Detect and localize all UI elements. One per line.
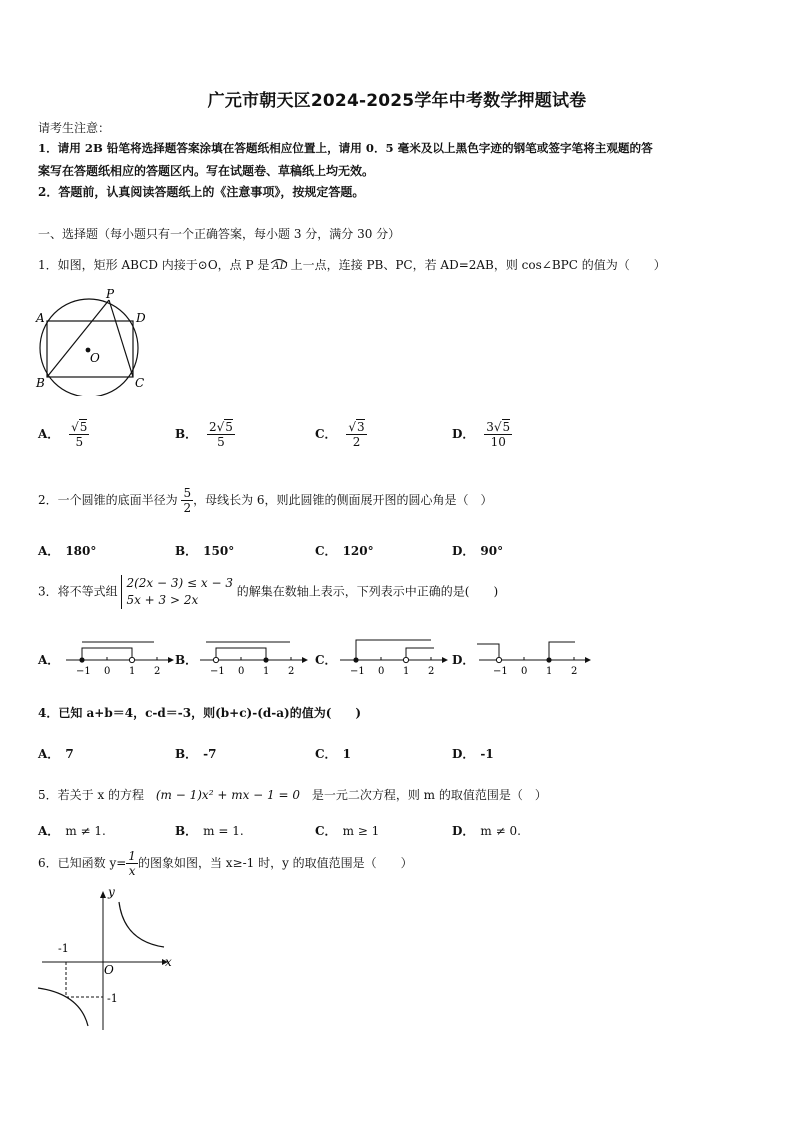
q3-number-line-d xyxy=(477,636,593,678)
q5-option-c[interactable] xyxy=(315,822,379,839)
label-c: C xyxy=(135,376,145,390)
tick-label: 1 xyxy=(129,666,136,677)
option-letter: D． xyxy=(452,824,475,838)
arc-label: AD xyxy=(272,261,288,272)
q1-option-b[interactable] xyxy=(175,420,235,449)
option-text: 120° xyxy=(342,544,374,558)
option-letter: A． xyxy=(38,824,60,838)
option-letter: C． xyxy=(315,544,337,558)
option-letter: C． xyxy=(315,824,337,838)
function-fraction xyxy=(126,849,138,878)
tick-label: 1 xyxy=(263,666,270,677)
q4-option-d[interactable] xyxy=(452,745,494,762)
branch-negative xyxy=(38,988,88,1026)
branch-positive xyxy=(119,902,164,947)
exam-title: 广元市朝天区2024-2025学年中考数学押题试卷 xyxy=(207,91,587,111)
notice-item-1-line-2: 案写在答题纸相应的答题区内。写在试题卷、草稿纸上均无效。 xyxy=(38,164,375,178)
q5-option-a[interactable] xyxy=(38,822,106,839)
q6-function-graph xyxy=(36,886,176,1032)
option-text: m ≠ 0. xyxy=(480,824,521,838)
tick-label: 1 xyxy=(403,666,410,677)
question-5-stem xyxy=(38,786,547,803)
fraction xyxy=(207,420,235,449)
question-3-stem xyxy=(38,575,498,609)
option-letter: D． xyxy=(452,747,475,761)
q5-stem-part-b: 是一元二次方程，则 m 的取值范围是（ ） xyxy=(311,788,547,802)
option-text: 7 xyxy=(65,747,74,761)
tick-label: −1 xyxy=(76,666,91,677)
q2-stem-part-a: 2．一个圆锥的底面半径为 xyxy=(38,493,178,507)
q2-stem-part-b: ，母线长为 6，则此圆锥的侧面展开图的圆心角是（ ） xyxy=(193,493,493,507)
notice-heading: 请考生注意： xyxy=(38,121,111,135)
label-b: B xyxy=(36,376,45,390)
arc-ad xyxy=(272,261,287,272)
q5-option-d[interactable] xyxy=(452,822,521,839)
radicand: 5 xyxy=(225,420,233,434)
q1-stem-part-b: 上一点，连接 PB、PC，若 AD=2AB，则 cos∠BPC 的值为（ ） xyxy=(290,258,666,272)
q1-option-a[interactable] xyxy=(38,420,89,449)
option-letter: C． xyxy=(315,427,337,441)
option-letter: B． xyxy=(175,427,198,441)
sqrt-icon: √ xyxy=(216,420,225,434)
tick-label: 0 xyxy=(238,666,245,677)
tick-label: 2 xyxy=(428,666,435,677)
option-letter: D． xyxy=(452,427,475,441)
inequality-2: 5x + 3 > 2x xyxy=(126,593,199,607)
y-axis-label: y xyxy=(108,886,115,899)
tick-label: 2 xyxy=(288,666,295,677)
q3-number-line-a xyxy=(64,636,174,678)
denominator: 2 xyxy=(352,435,361,449)
coefficient: 3 xyxy=(486,420,494,434)
q2-option-b[interactable] xyxy=(175,542,234,559)
q3-number-line-b xyxy=(198,636,308,678)
q6-stem-part-b: 的图象如图，当 x≥-1 时，y 的取值范围是（ ） xyxy=(137,856,413,870)
denominator: 5 xyxy=(75,435,84,449)
option-text: m = 1. xyxy=(203,824,244,838)
neg-one-y-label: -1 xyxy=(107,992,118,1005)
neg-one-x-label: -1 xyxy=(58,942,69,955)
q3-stem-part-a: 3．将不等式组 xyxy=(38,584,118,599)
tick-label: −1 xyxy=(493,666,508,677)
tick-label: 0 xyxy=(104,666,111,677)
radius-fraction xyxy=(181,486,193,515)
q2-option-c[interactable] xyxy=(315,542,374,559)
numerator: 5 xyxy=(183,486,192,500)
tick-label: 1 xyxy=(546,666,553,677)
sqrt-icon: √ xyxy=(493,420,502,434)
notice-item-2: 2．答题前，认真阅读答题纸上的《注意事项》，按规定答题。 xyxy=(38,185,365,199)
section-heading: 一、选择题（每小题只有一个正确答案，每小题 3 分，满分 30 分） xyxy=(38,227,401,241)
tick-label: 0 xyxy=(521,666,528,677)
option-letter: D． xyxy=(452,544,475,558)
q3-option-a-letter[interactable]: A． xyxy=(38,653,60,667)
inequality-system xyxy=(121,575,233,609)
option-letter: C． xyxy=(315,747,337,761)
label-a: A xyxy=(36,311,45,325)
q3-number-line-c xyxy=(338,636,448,678)
q5-option-b[interactable] xyxy=(175,822,244,839)
q3-stem-part-b: 的解集在数轴上表示，下列表示中正确的是( ) xyxy=(236,584,499,599)
coefficient: 2 xyxy=(208,420,217,434)
option-letter: A． xyxy=(38,544,60,558)
denominator: 2 xyxy=(183,501,192,515)
option-text: m ≠ 1. xyxy=(65,824,106,838)
arc-mark-icon xyxy=(270,258,288,264)
option-text: 180° xyxy=(65,544,97,558)
label-d: D xyxy=(136,311,146,325)
q1-circle-figure xyxy=(34,288,154,396)
y-axis-arrow-icon xyxy=(100,891,106,898)
q2-option-d[interactable] xyxy=(452,542,503,559)
tick-label: 2 xyxy=(154,666,161,677)
inequality-1: 2(2x − 3) ≤ x − 3 xyxy=(126,576,233,590)
option-text: 1 xyxy=(342,747,351,761)
q4-option-c[interactable] xyxy=(315,745,351,762)
option-text: -1 xyxy=(480,747,494,761)
radicand: 5 xyxy=(79,420,88,434)
q6-stem-part-a: 6．已知函数 y= xyxy=(38,856,127,870)
q4-option-b[interactable] xyxy=(175,745,217,762)
option-letter: B． xyxy=(175,544,198,558)
option-letter: B． xyxy=(175,747,198,761)
origin-label: O xyxy=(104,963,114,977)
tick-label: 2 xyxy=(571,666,578,677)
fraction xyxy=(484,420,512,449)
fraction xyxy=(69,420,89,449)
option-letter: A． xyxy=(38,747,60,761)
fraction xyxy=(346,420,366,449)
option-text: m ≥ 1 xyxy=(342,824,380,838)
q3-option-c-letter[interactable]: C． xyxy=(315,653,337,667)
option-text: -7 xyxy=(203,747,217,761)
q4-option-a[interactable] xyxy=(38,745,74,762)
q5-stem-part-a: 5．若关于 x 的方程 xyxy=(38,788,145,802)
denominator: 5 xyxy=(217,435,225,449)
denominator: x xyxy=(128,864,136,878)
option-letter: B． xyxy=(175,824,198,838)
numerator: 1 xyxy=(128,849,136,863)
label-o: O xyxy=(90,351,100,365)
option-letter: A． xyxy=(38,427,60,441)
q1-option-c[interactable] xyxy=(315,420,367,449)
q1-option-d[interactable] xyxy=(452,420,512,449)
tick-label: 0 xyxy=(378,666,385,677)
sqrt-icon: √ xyxy=(71,420,79,434)
q5-equation: (m − 1)x² + mx − 1 = 0 xyxy=(155,788,300,802)
sqrt-icon: √ xyxy=(348,420,357,434)
radicand: 5 xyxy=(502,420,511,434)
label-p: P xyxy=(106,288,115,301)
option-text: 150° xyxy=(203,544,235,558)
option-text: 90° xyxy=(480,544,504,558)
radicand: 3 xyxy=(357,420,365,434)
question-4-stem: 4．已知 a+b＝4，c-d＝-3，则(b+c)-(d-a)的值为( ) xyxy=(38,706,362,720)
notice-item-1-line-1: 1．请用 2B 铅笔将选择题答案涂填在答题纸相应位置上，请用 0．5 毫米及以上黑色字迹的钢笔或签字笔将主观题的答 xyxy=(38,141,653,155)
question-2-stem xyxy=(38,486,493,515)
x-axis-label: x xyxy=(165,955,172,969)
question-1-stem xyxy=(38,256,666,273)
question-6-stem xyxy=(38,849,413,878)
q3-option-d-letter[interactable]: D． xyxy=(452,653,475,667)
denominator: 10 xyxy=(490,435,506,449)
tick-label: −1 xyxy=(210,666,225,677)
tick-label: −1 xyxy=(350,666,365,677)
q3-option-b-letter[interactable]: B． xyxy=(175,653,198,667)
q2-option-a[interactable] xyxy=(38,542,96,559)
q1-stem-part-a: 1．如图，矩形 ABCD 内接于⊙O，点 P 是 xyxy=(38,258,270,272)
